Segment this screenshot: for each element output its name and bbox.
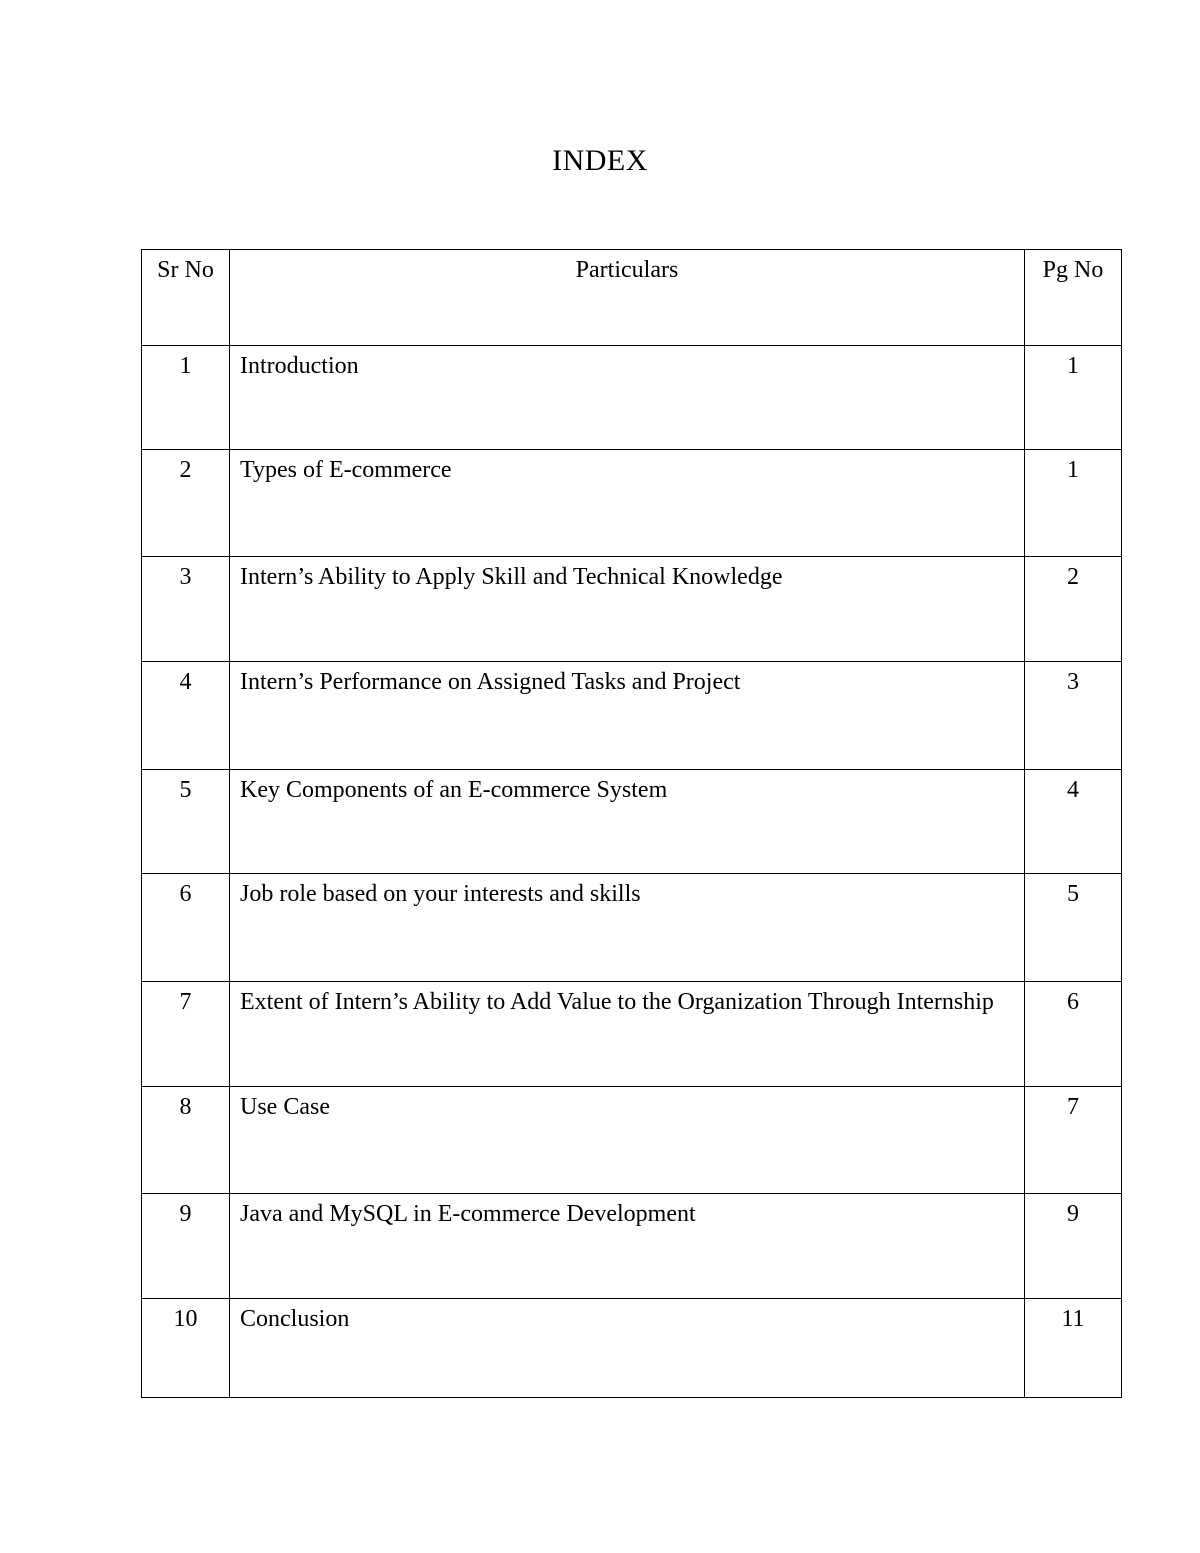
row-page-no: 11 (1025, 1299, 1122, 1398)
row-sr-no: 7 (142, 982, 230, 1087)
row-page-no: 4 (1025, 770, 1122, 874)
row-particulars: Extent of Intern’s Ability to Add Value to the Organization Through Internship (230, 982, 1025, 1087)
row-particulars: Introduction (230, 346, 1025, 450)
row-particulars: Intern’s Performance on Assigned Tasks and Project (230, 662, 1025, 770)
index-table (141, 249, 1122, 1398)
row-sr-no: 2 (142, 450, 230, 557)
row-page-no: 1 (1025, 346, 1122, 450)
table-row (142, 557, 1122, 662)
table-row (142, 1299, 1122, 1398)
row-particulars: Conclusion (230, 1299, 1025, 1398)
table-row (142, 662, 1122, 770)
row-sr-no: 3 (142, 557, 230, 662)
row-page-no: 1 (1025, 450, 1122, 557)
row-particulars: Key Components of an E-commerce System (230, 770, 1025, 874)
row-sr-no: 6 (142, 874, 230, 982)
row-page-no: 9 (1025, 1194, 1122, 1299)
table-row (142, 982, 1122, 1087)
table-row (142, 450, 1122, 557)
row-page-no: 7 (1025, 1087, 1122, 1194)
row-sr-no: 10 (142, 1299, 230, 1398)
row-particulars: Types of E-commerce (230, 450, 1025, 557)
row-page-no: 2 (1025, 557, 1122, 662)
row-page-no: 3 (1025, 662, 1122, 770)
row-particulars: Job role based on your interests and skills (230, 874, 1025, 982)
page-title: INDEX (552, 144, 648, 177)
table-row (142, 1194, 1122, 1299)
header-particulars: Particulars (230, 250, 1025, 346)
table-row (142, 874, 1122, 982)
row-page-no: 5 (1025, 874, 1122, 982)
row-sr-no: 8 (142, 1087, 230, 1194)
row-sr-no: 4 (142, 662, 230, 770)
row-sr-no: 1 (142, 346, 230, 450)
row-page-no: 6 (1025, 982, 1122, 1087)
row-sr-no: 9 (142, 1194, 230, 1299)
table-header-row (142, 250, 1122, 346)
row-particulars: Intern’s Ability to Apply Skill and Technical Knowledge (230, 557, 1025, 662)
table-row (142, 1087, 1122, 1194)
row-sr-no: 5 (142, 770, 230, 874)
header-sr-no: Sr No (142, 250, 230, 346)
row-particulars: Java and MySQL in E-commerce Development (230, 1194, 1025, 1299)
table-row (142, 770, 1122, 874)
row-particulars: Use Case (230, 1087, 1025, 1194)
table-row (142, 346, 1122, 450)
header-pg-no: Pg No (1025, 250, 1122, 346)
